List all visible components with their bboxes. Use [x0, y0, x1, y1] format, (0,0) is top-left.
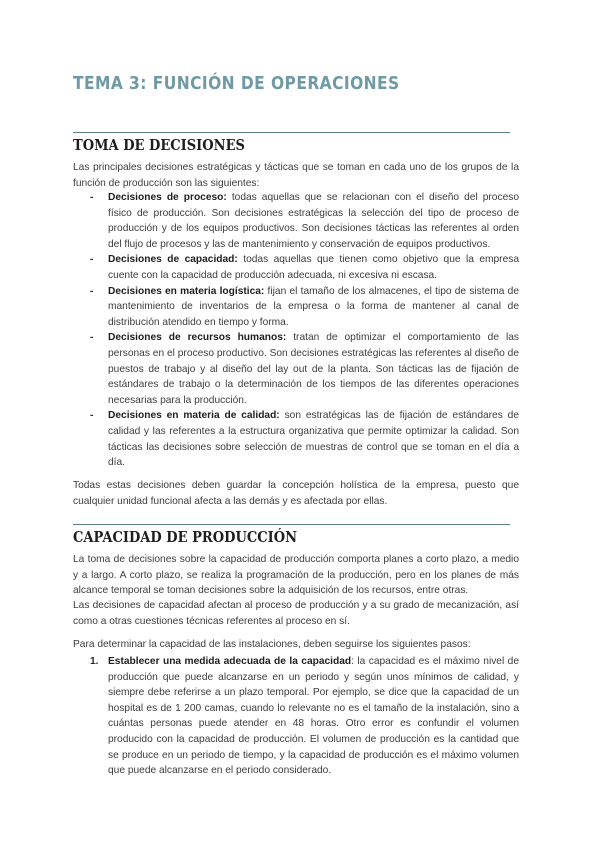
list-item	[73, 408, 519, 470]
list-item	[73, 284, 519, 331]
capacity-paragraph-3: Para determinar la capacidad de las instalaciones, deben seguirse los siguientes pasos:	[73, 639, 471, 650]
list-item	[73, 252, 519, 283]
page-title: TEMA 3: FUNCIÓN DE OPERACIONES	[73, 73, 400, 94]
section-heading-capacity: CAPACIDAD DE PRODUCCIÓN	[73, 529, 298, 546]
list-item	[73, 654, 519, 779]
list-item-text: todas aquellas que se relacionan con el diseño del proceso físico de producción. Son decisiones estratégicas la selección del tipo de proceso de producción y de los equipos productivos. Son decisiones tácticas las referentes al orden del flujo de procesos y las de mantenimiento y conservación de equipos productivos.	[108, 192, 519, 250]
list-item-term: Decisiones de proceso:	[108, 192, 227, 203]
list-item-text: tratan de optimizar el comportamiento de las personas en el proceso productivo. Son decisiones estratégicas las referentes al diseño de puestos de trabajo y al diseño del lay out de la planta. Son tácticas las de fijación de estándares de trabajo o la determinación de los tiempos de las diferentes operaciones necesarias para la producción.	[108, 332, 519, 406]
section-closing: Todas estas decisiones deben guardar la concepción holística de la empresa, puesto que cualquier unidad funcional afecta a las demás y es afectada por ellas.	[73, 480, 519, 507]
section-divider	[73, 524, 510, 525]
list-item	[73, 330, 519, 408]
list-item-term: Decisiones de recursos humanos:	[108, 332, 287, 344]
capacity-paragraph-1: La toma de decisiones sobre la capacidad de producción comporta planes a corto plazo, a medio y a largo. A corto plazo, se realiza la programación de la producción, pero en los planes de más alcance temporal se toman decisiones sobre la adquisición de los recursos, entre otras.	[73, 554, 519, 597]
list-item-text: todas aquellas que tienen como objetivo que la empresa cuente con la capacidad de producción adecuada, ni excesiva ni escasa.	[108, 254, 519, 281]
section-heading-decisions: TOMA DE DECISIONES	[73, 137, 245, 154]
list-item	[73, 190, 519, 252]
list-item-text: : la capacidad es el máximo nivel de producción que puede alcanzarse en un periodo y según unos mínimos de calidad, y siempre debe referirse a un plazo temporal. Por ejemplo, se dice que la capacidad de un hospital es de 1 200 camas, cuando lo relevante no es el tamaño de la instalación, sino a cuántas personas puede atender en 48 horas. Otro error es confundir el volumen producido con la capacidad de producción. El volumen de producción es la cantidad que se produce en un periodo de tiempo, y la capacidad de producción es el máximo volumen que puede alcanzarse en el periodo considerado.	[108, 656, 519, 777]
list-item-text: son estratégicas las de fijación de estándares de calidad y las referentes a la estructura organizativa que permite optimizar la calidad. Son tácticas las decisiones sobre selección de muestras de control que se toman en el día a día.	[108, 410, 519, 469]
list-item-term: Decisiones en materia de calidad:	[108, 410, 280, 422]
list-item-text: fijan el tamaño de los almacenes, el tipo de sistema de mantenimiento de inventarios de la empresa o la forma de mantener al canal de distribución atendido en tiempo y forma.	[108, 285, 519, 328]
decision-list	[73, 190, 519, 471]
list-item-term: Decisiones de capacidad:	[108, 254, 238, 266]
list-item-term: Establecer una medida adecuada de la capacidad	[108, 656, 352, 667]
capacity-paragraph-2: Las decisiones de capacidad afectan al proceso de producción y a su grado de mecanización, así como a otras cuestiones técnicas referentes al proceso en sí.	[73, 600, 519, 627]
section-divider	[73, 132, 510, 133]
section-intro: Las principales decisiones estratégicas y tácticas que se toman en cada uno de los grupos de la función de producción son las siguientes:	[73, 162, 519, 189]
list-item-number: 1.	[90, 656, 99, 667]
capacity-steps-list	[73, 654, 519, 779]
list-item-term: Decisiones en materia logística:	[108, 285, 265, 297]
